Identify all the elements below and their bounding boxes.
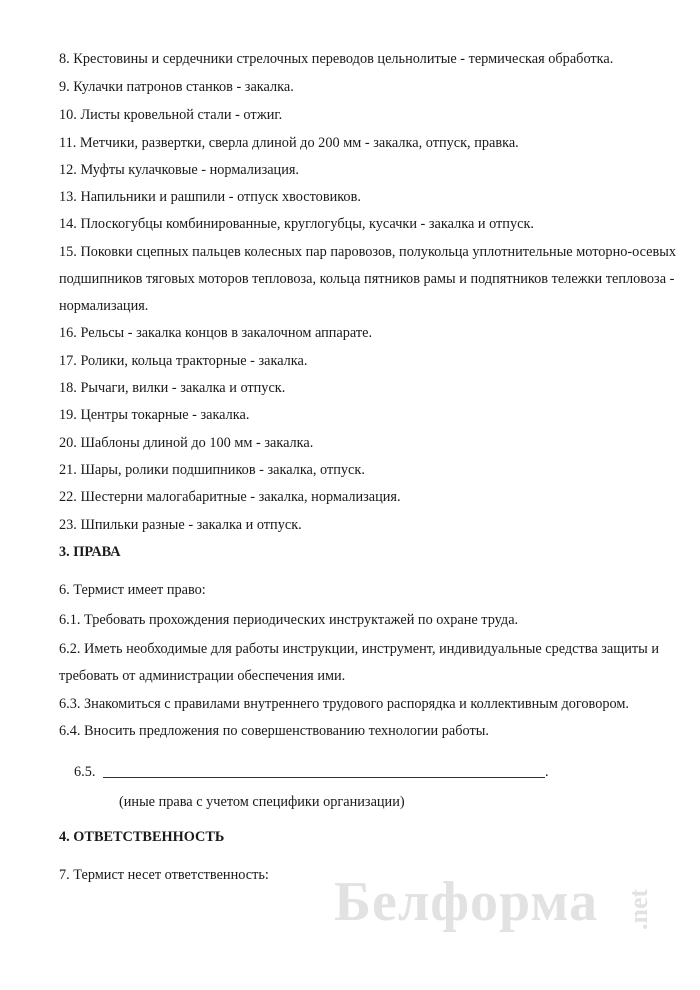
clause-item: 6.2. Иметь необходимые для работы инструкции, инструмент, индивидуальные средства защиты и bbox=[59, 641, 659, 657]
list-item-15-line-2: подшипников тяговых моторов тепловоза, кольца пятников рамы и подпятников тележки тепловоза - bbox=[59, 271, 675, 287]
list-item: 19. Центры токарные - закалка. bbox=[59, 407, 250, 423]
clause-item: 6.1. Требовать прохождения периодических инструктажей по охране труда. bbox=[59, 612, 519, 628]
list-item: 18. Рычаги, вилки - закалка и отпуск. bbox=[59, 380, 286, 396]
list-item: 9. Кулачки патронов станков - закалка. bbox=[59, 79, 294, 95]
fill-in-note: (иные права с учетом специфики организации) bbox=[119, 794, 405, 810]
clause-item: 6.3. Знакомиться с правилами внутреннего трудового распорядка и коллективным договором. bbox=[59, 696, 630, 712]
list-item: 17. Ролики, кольца тракторные - закалка. bbox=[59, 353, 308, 369]
watermark-suffix: .net bbox=[624, 888, 653, 930]
watermark-logo: Белформа bbox=[334, 871, 599, 933]
list-item: 11. Метчики, развертки, сверла длиной до 200 мм - закалка, отпуск, правка. bbox=[59, 135, 519, 151]
section-intro: 6. Термист имеет право: bbox=[59, 582, 206, 598]
list-item: 14. Плоскогубцы комбинированные, круглогубцы, кусачки - закалка и отпуск. bbox=[59, 216, 534, 232]
list-item: 20. Шаблоны длиной до 100 мм - закалка. bbox=[59, 435, 314, 451]
section-heading-rights: 3. ПРАВА bbox=[59, 544, 121, 560]
fill-in-period: . bbox=[545, 764, 549, 780]
list-item: 8. Крестовины и сердечники стрелочных переводов цельнолитые - термическая обработка. bbox=[59, 51, 614, 67]
section-intro: 7. Термист несет ответственность: bbox=[59, 867, 269, 883]
list-item: 16. Рельсы - закалка концов в закалочном аппарате. bbox=[59, 325, 373, 341]
list-item: 12. Муфты кулачковые - нормализация. bbox=[59, 162, 300, 178]
list-item: 10. Листы кровельной стали - отжиг. bbox=[59, 107, 283, 123]
list-item: 13. Напильники и рашпили - отпуск хвостовиков. bbox=[59, 189, 361, 205]
clause-item: 6.4. Вносить предложения по совершенствованию технологии работы. bbox=[59, 723, 489, 739]
clause-item-continuation: требовать от администрации обеспечения ими. bbox=[59, 668, 346, 684]
fill-in-blank[interactable] bbox=[103, 777, 545, 778]
list-item-15-line-3: нормализация. bbox=[59, 298, 149, 314]
list-item: 23. Шпильки разные - закалка и отпуск. bbox=[59, 517, 302, 533]
fill-in-label: 6.5. bbox=[74, 764, 96, 780]
list-item: 21. Шары, ролики подшипников - закалка, отпуск. bbox=[59, 462, 365, 478]
list-item: 22. Шестерни малогабаритные - закалка, нормализация. bbox=[59, 489, 401, 505]
list-item-15-line-1: 15. Поковки сцепных пальцев колесных пар паровозов, полукольца уплотнительные моторно-осевых bbox=[59, 244, 677, 260]
section-heading-responsibility: 4. ОТВЕТСТВЕННОСТЬ bbox=[59, 829, 225, 845]
